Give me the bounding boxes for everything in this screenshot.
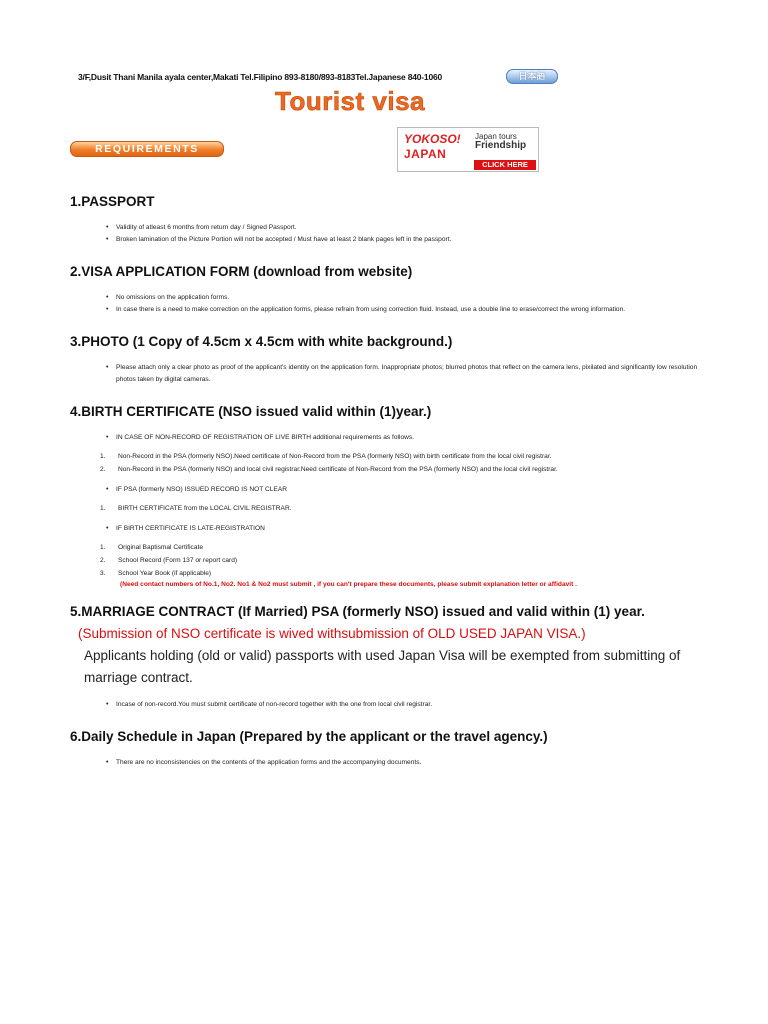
list-item: 1. Non-Record in the PSA (formerly NSO).Need certificate of Non-Record from the PSA (formerly NSO) with birth certificate from the local civil registrar.	[100, 453, 552, 460]
list-item: 2. Non-Record in the PSA (formerly NSO) and local civil registrar.Need certificate of Non-Record from the PSA (formerly NSO) and the local civil registrar.	[100, 466, 558, 473]
section-heading-photo: 3.PHOTO (1 Copy of 4.5cm x 4.5cm with white background.)	[70, 334, 453, 349]
marriage-list	[70, 699, 710, 711]
logo-bottom-text: JAPAN	[404, 147, 447, 161]
list-item: • Broken lamination of the Picture Portion will not be accepted / Must have at least 2 blank pages left in the passport.	[108, 234, 710, 246]
page-title: Tourist visa	[275, 86, 426, 116]
banner-text	[475, 132, 526, 150]
list-item: • IF BIRTH CERTIFICATE IS LATE-REGISTRATION	[108, 523, 710, 535]
japanese-language-button[interactable]: 日本語	[506, 69, 558, 84]
list-item: • Please attach only a clear photo as proof of the applicant's identity on the application form. Inappropriate photos; blurred photos that reflect on the camera lens, pixilated and significantly low resolution photos taken by digital cameras.	[108, 362, 710, 386]
requirements-content	[70, 192, 710, 785]
marriage-red-note: (Submission of NSO certificate is wived withsubmission of OLD USED JAPAN VISA.)	[78, 626, 586, 641]
birth-cert-list-3	[70, 541, 710, 580]
list-item-text: Non-Record in the PSA (formerly NSO).Need certificate of Non-Record from the PSA (formerly NSO) with birth certificate from the local civil registrar.	[118, 453, 552, 460]
birth-cert-list-1	[70, 450, 710, 476]
passport-list	[70, 222, 710, 246]
list-item: • No omissions on the application forms.	[108, 292, 710, 304]
yokoso-japan-banner[interactable]	[397, 127, 539, 172]
list-item-text: Original Baptismal Certificate	[118, 544, 204, 551]
daily-schedule-list	[70, 757, 710, 769]
list-item: • In case there is a need to make correction on the application forms, please refrain from using correction fluid. Instead, use a double line to erase/correct the wrong information.	[108, 304, 710, 316]
banner-line-2: Friendship	[475, 140, 527, 151]
list-item-text: School Record (Form 137 or report card)	[118, 557, 238, 564]
list-item: • There are no inconsistencies on the contents of the application forms and the accompanying documents.	[108, 757, 710, 769]
section-heading-passport: 1.PASSPORT	[70, 194, 155, 209]
section-heading-visa-form: 2.VISA APPLICATION FORM (download from website)	[70, 264, 413, 279]
birth-cert-bullet-2	[70, 484, 710, 496]
marriage-exemption-note: Applicants holding (old or valid) passports with used Japan Visa will be exempted from submitting of marriage contract.	[84, 648, 681, 685]
section-heading-daily-schedule: 6.Daily Schedule in Japan (Prepared by the applicant or the travel agency.)	[70, 729, 548, 744]
list-item-text: Non-Record in the PSA (formerly NSO) and local civil registrar.Need certificate of Non-Record from the PSA (formerly NSO) and the local civil registrar.	[118, 466, 558, 473]
birth-cert-bullet-1	[70, 432, 710, 444]
birth-cert-red-note: (Need contact numbers of No.1, No2. No1 & No2 must submit , if you can't prepare these documents, please submit explanation letter or affidavit .	[120, 581, 577, 588]
birth-cert-bullet-3	[70, 523, 710, 535]
list-item-text: BIRTH CERTIFICATE from the LOCAL CIVIL REGISTRAR.	[118, 505, 292, 512]
list-item: • IF PSA (formerly NSO) ISSUED RECORD IS NOT CLEAR	[108, 484, 710, 496]
section-heading-birth-certificate: 4.BIRTH CERTIFICATE (NSO issued valid within (1)year.)	[70, 404, 432, 419]
logo-top-text: YOKOSO!	[404, 132, 461, 146]
section-heading-marriage-contract: 5.MARRIAGE CONTRACT (If Married) PSA (formerly NSO) issued and valid within (1) year.	[70, 604, 645, 619]
list-item: • Incase of non-record.You must submit certificate of non-record together with the one from local civil registrar.	[108, 699, 710, 711]
list-item: 3. School Year Book (if applicable)	[100, 570, 212, 577]
visa-form-list	[70, 292, 710, 316]
photo-list	[70, 362, 710, 386]
list-item-text: School Year Book (if applicable)	[118, 570, 212, 577]
banner-line-1: Japan tours	[475, 132, 517, 141]
list-item: 2. School Record (Form 137 or report card)	[100, 557, 238, 564]
list-item: 1. Original Baptismal Certificate	[100, 544, 204, 551]
list-item: 1. BIRTH CERTIFICATE from the LOCAL CIVIL REGISTRAR.	[100, 505, 292, 512]
yokoso-japan-logo	[404, 132, 464, 168]
office-address: 3/F,Dusit Thani Manila ayala center,Makati Tel.Filipino 893-8180/893-8183Tel.Japanese 840-1060	[78, 72, 443, 82]
list-item: • Validity of atleast 6 months from return day / Signed Passport.	[108, 222, 710, 234]
birth-cert-list-2	[70, 502, 710, 515]
requirements-button[interactable]: REQUIREMENTS	[70, 141, 224, 157]
list-item: • IN CASE OF NON-RECORD OF REGISTRATION OF LIVE BIRTH additional requirements as follows.	[108, 432, 710, 444]
click-here-button[interactable]: CLICK HERE	[474, 160, 536, 170]
